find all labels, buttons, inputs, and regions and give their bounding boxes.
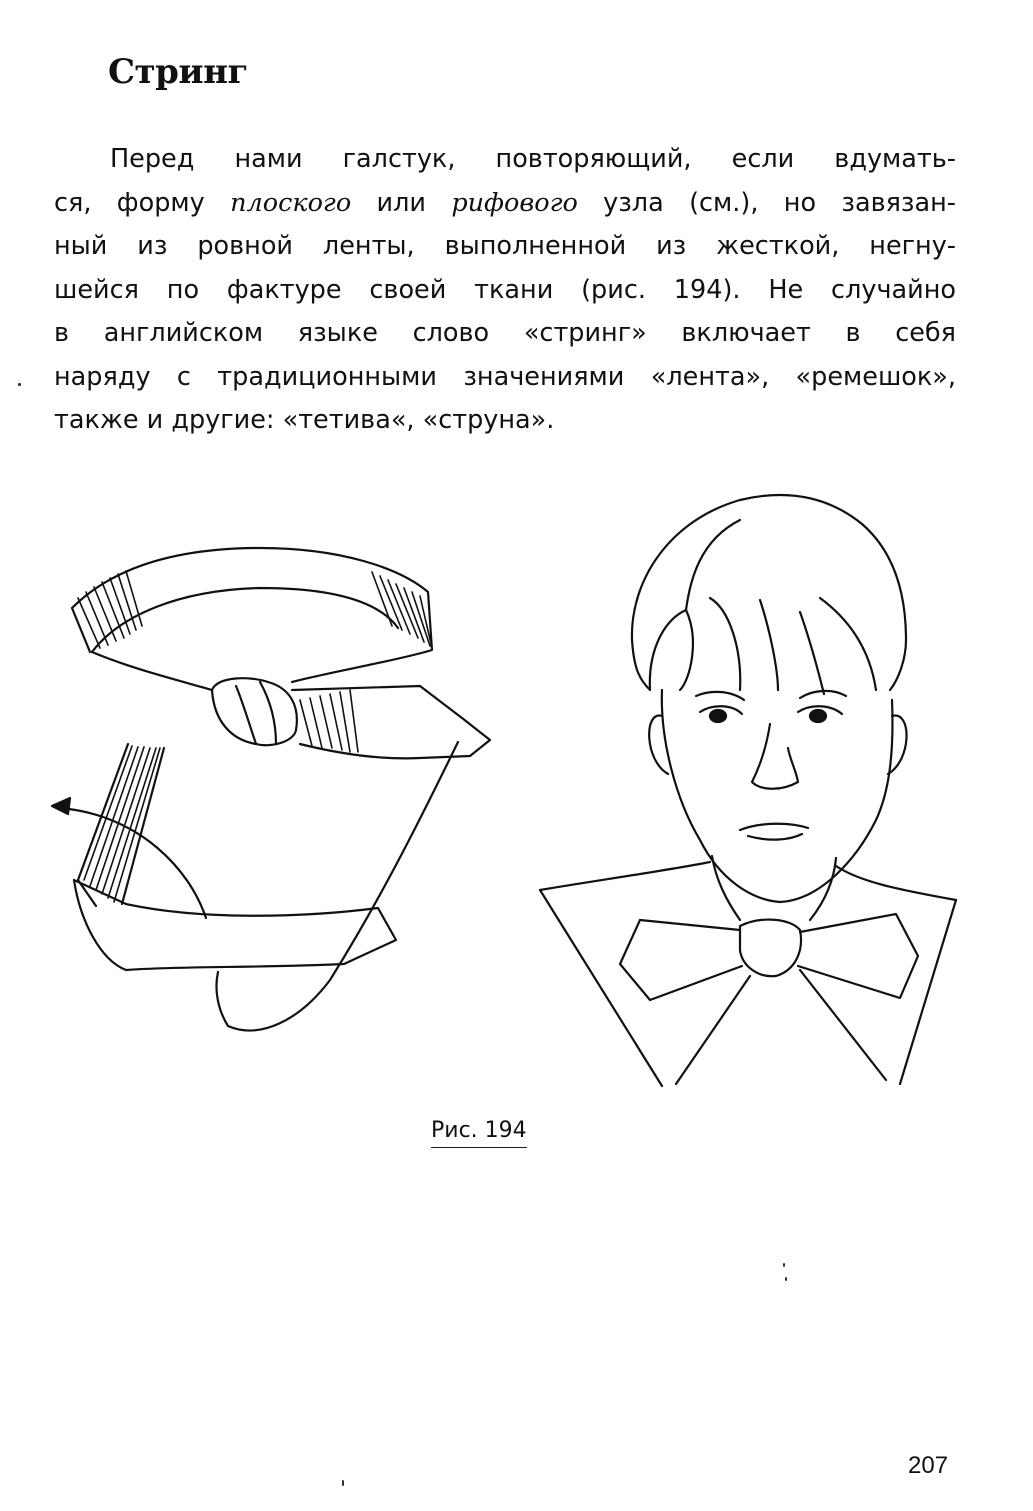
paragraph-line-2 xyxy=(54,182,956,226)
paragraph-line-1: Перед нами галстук, повторяющий, если вдумать- xyxy=(110,144,956,174)
scan-speck xyxy=(18,383,21,386)
scan-speck xyxy=(785,1277,787,1281)
page-number: 207 xyxy=(908,1452,949,1479)
paragraph-line-6: наряду с традиционными значениями «лента», «ремешок», xyxy=(54,361,956,392)
paragraph-line-3: ный из ровной ленты, выполненной из жесткой, негну- xyxy=(54,231,956,261)
scan-speck xyxy=(342,1480,344,1486)
paragraph-line-7: также и другие: «тетива«, «струна». xyxy=(54,405,555,435)
tie-knot-illustration xyxy=(52,548,490,1030)
paragraph-line-5: в английском языке слово «стринг» включает в себя xyxy=(54,318,956,348)
italic-term-flat-knot: плоского xyxy=(230,187,352,218)
italic-term-reef-knot: рифового xyxy=(451,187,578,218)
text-run: или xyxy=(351,187,452,218)
text-run: узла (см.), но завязан- xyxy=(577,187,956,218)
scan-speck xyxy=(783,1263,785,1267)
body-paragraph xyxy=(54,138,956,443)
portrait-illustration xyxy=(540,495,956,1086)
figure-caption: Рис. 194 xyxy=(431,1118,527,1148)
text-run: ся, форму xyxy=(54,187,231,218)
figure-194 xyxy=(0,470,1033,1110)
paragraph-line-4: шейся по фактуре своей ткани (рис. 194). Не случайно xyxy=(54,274,956,305)
section-title: Стринг xyxy=(108,52,248,92)
